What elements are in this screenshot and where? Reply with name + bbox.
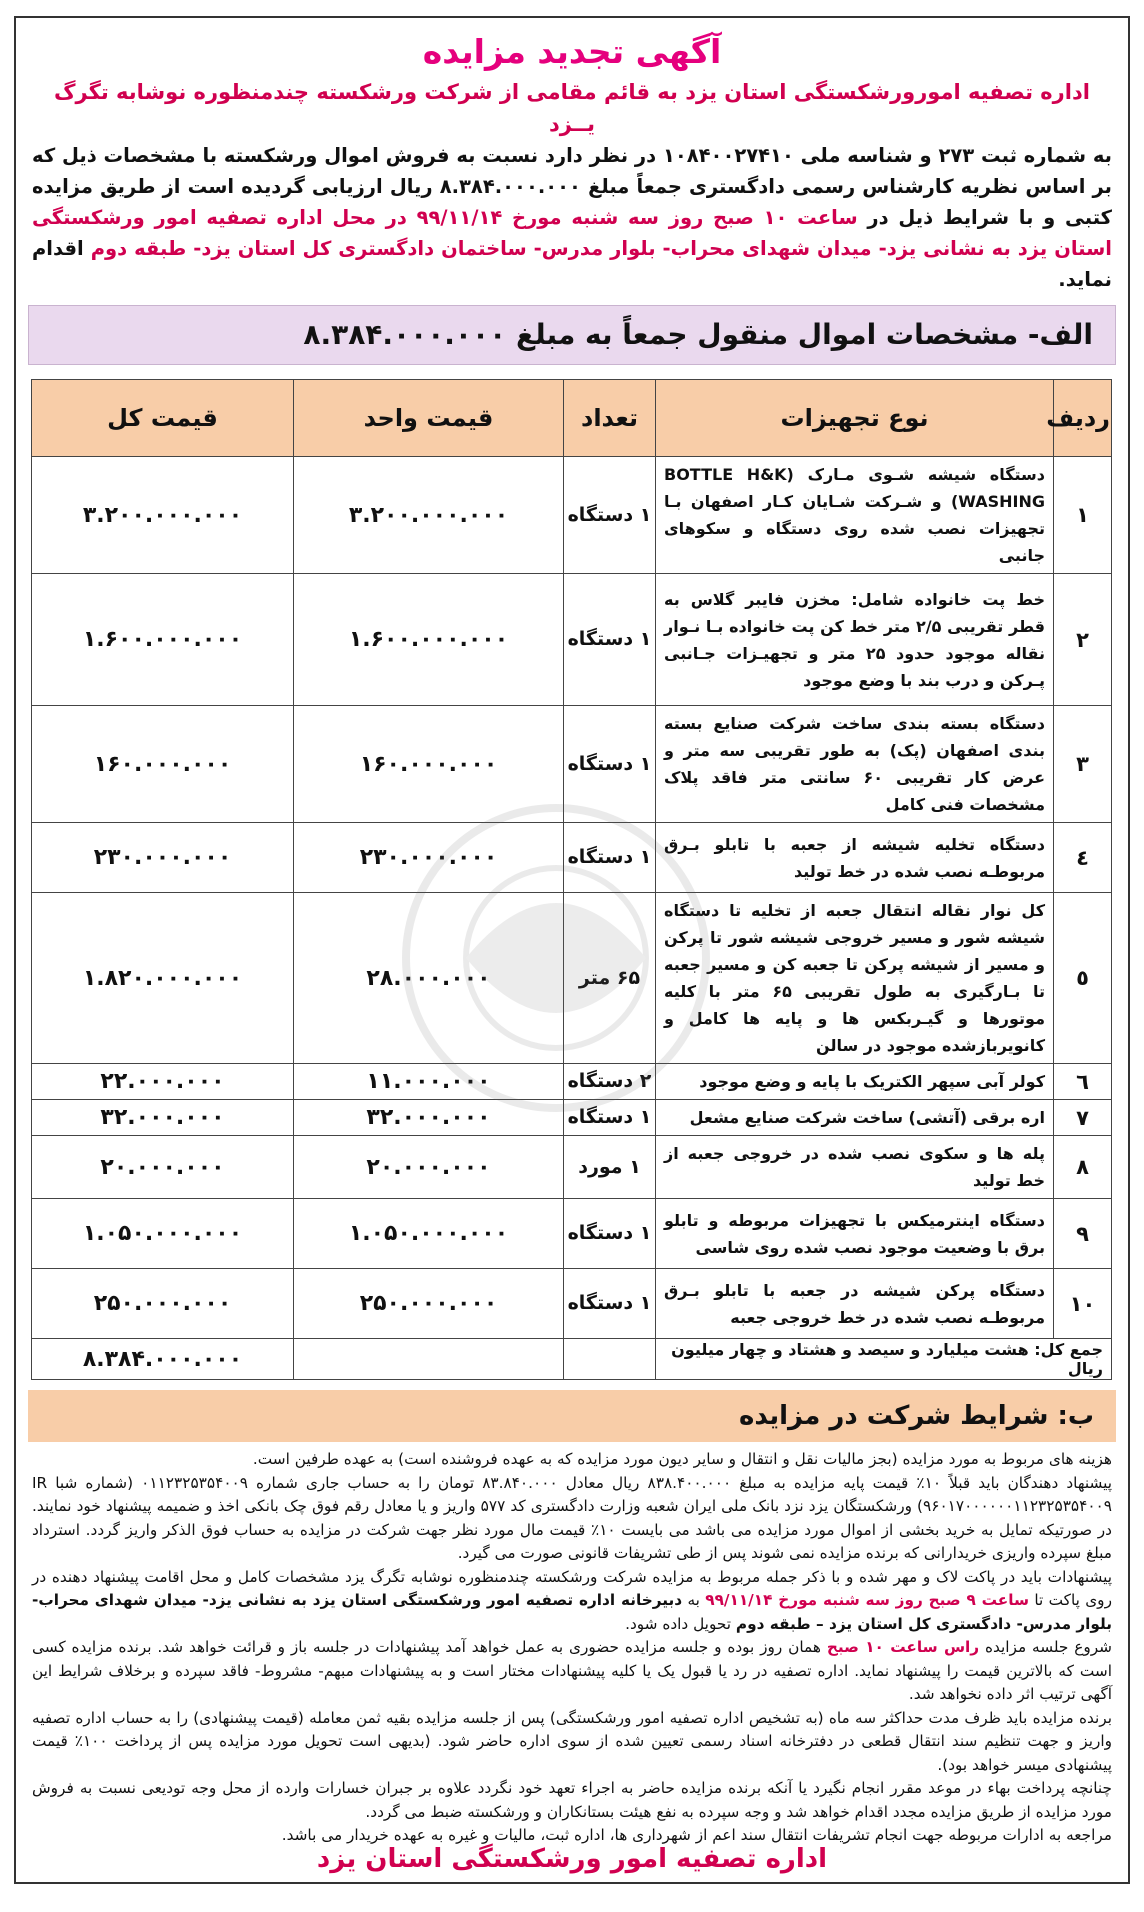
row-quantity: ۱ دستگاه bbox=[564, 574, 656, 706]
total-value: ۸.۳۸۴.۰۰۰.۰۰۰ bbox=[32, 1339, 294, 1380]
term-costs: هزینه های مربوط به مورد مزایده (بجز مالیات نقل و انتقال و سایر دیون مورد مزایده که به عهده فروشنده است) به عهده طرفین است. bbox=[252, 1450, 1112, 1468]
term-submission bbox=[32, 1566, 1112, 1637]
row-unit-price: ۱.۶۰۰.۰۰۰.۰۰۰ bbox=[294, 574, 564, 706]
issuer-signature: اداره تصفیه امور ورشکستگی استان یزد bbox=[316, 1844, 828, 1874]
header-total-price: قیمت کل bbox=[32, 380, 294, 457]
row-unit-price: ۲۸.۰۰۰.۰۰۰ bbox=[294, 893, 564, 1064]
row-description: کولر آبی سپهر الکتریک با پایه و وضع موجود bbox=[656, 1064, 1054, 1100]
row-total-price: ۲۳۰.۰۰۰.۰۰۰ bbox=[32, 823, 294, 893]
row-quantity: ۱ دستگاه bbox=[564, 706, 656, 823]
row-quantity: ۱ دستگاه bbox=[564, 1100, 656, 1136]
row-quantity: ۱ دستگاه bbox=[564, 457, 656, 574]
row-unit-price: ۱۱.۰۰۰.۰۰۰ bbox=[294, 1064, 564, 1100]
intro-highlight: ساعت ۱۰ صبح روز سه شنبه مورخ ۹۹/۱۱/۱۴ در محل اداره تصفیه امور ورشکستگی استان یزد به نشانی یزد- میدان شهدای محراب- بلوار مدرس- ساختمان دادگستری کل استان یزد- طبقه دوم bbox=[32, 206, 1112, 260]
auction-terms bbox=[32, 1448, 1112, 1848]
notice-subtitle: اداره تصفیه امورورشکستگی استان یزد به قائم مقامی از شرکت ورشکسته چندمنظوره نوشابه تگرگ یــزد bbox=[54, 80, 1090, 136]
term-payment: برنده مزایده باید ظرف مدت حداکثر سه ماه (به تشخیص اداره تصفیه امور ورشکستگی) پس از جلسه مزایده بقیه ثمن معامله (قیمت پیشنهادی) را به حساب اداره تصفیه واریز و جهت تنظیم سند انتقال قطعی در دفترخانه اسناد رسمی تعیین شده از سوی اداره حاضر شود. (بدیهی است تحویل مورد مزایده پس از پرداخت ۱۰۰٪ قیمت پیشنهادی میسر خواهد بود). bbox=[32, 1708, 1112, 1774]
row-unit-price: ۳.۲۰۰.۰۰۰.۰۰۰ bbox=[294, 457, 564, 574]
row-quantity: ۱ دستگاه bbox=[564, 1269, 656, 1339]
section-a-title: الف- مشخصات اموال منقول جمعاً به مبلغ ۸.۳۸۴.۰۰۰.۰۰۰ bbox=[28, 305, 1116, 365]
row-total-price: ۱.۸۲۰.۰۰۰.۰۰۰ bbox=[32, 893, 294, 1064]
submission-end: تحویل داده شود. bbox=[625, 1614, 731, 1633]
table-row bbox=[32, 706, 1112, 823]
row-quantity: ۲ دستگاه bbox=[564, 1064, 656, 1100]
row-number: ٤ bbox=[1054, 823, 1112, 893]
submission-text: پیشنهادات باید در پاکت لاک و مهر شده و با ذکر جمله مربوط به مزایده شرکت ورشکسته چندمنظوره نوشابه تگرگ یزد مشخصات کامل و محل اقامت پیشنهاد دهنده در روی پاکت تا bbox=[32, 1567, 1112, 1609]
row-number: ٥ bbox=[1054, 893, 1112, 1064]
row-description: پله ها و سکوی نصب شده در خروجی جعبه از خط تولید bbox=[656, 1136, 1054, 1199]
row-quantity: ۶۵ متر bbox=[564, 893, 656, 1064]
term-deposit: پیشنهاد دهندگان باید قبلاً ۱۰٪ قیمت پایه مزایده به مبلغ ۸۳۸.۴۰۰.۰۰۰ ریال معادل ۸۳.۸۴۰.۰۰۰ تومان را به حساب جاری شماره ۰۱۱۲۳۲۵۳۵۴۰۰۹ (شماره شبا IR ۹۶۰۱۷۰۰۰۰۰۰۱۱۲۳۲۵۳۵۴۰۰۹) ورشکستگان یزد نزد بانک ملی ایران شعبه وزارت دادگستری کد ۵۷۷ واریز و یا معادل رقم فوق چک بانکی اخذ و ضمیمه پیشنهاد خود نمایند. در صورتیکه تمایل به خرید بخشی از اموال مورد مزایده می باشد می بایست ۱۰٪ قیمت مال مورد نظر جهت شرکت در مزایده به حساب فوق الذکر واریز گردد. استرداد مبلغ سپرده واریزی خریدارانی که برنده مزایده نمی شوند پس از طی تشریفات قانونی صورت می گیرد. bbox=[32, 1473, 1113, 1562]
total-empty-cell bbox=[294, 1339, 564, 1380]
row-description: دستگاه پرکن شیشه در جعبه با تابلو بـرق مربوطـه نصب شده در خط خروجی جعبه bbox=[656, 1269, 1054, 1339]
term-default: چنانچه پرداخت بهاء در موعد مقرر انجام نگیرد یا آنکه برنده مزایده حاضر به اجراء تعهد خود نگردد علاوه بر جبران خسارات وارده از محل وجه تودیعی نسبت به فروش مورد مزایده از طریق مزایده مجدد اقدام خواهد شد و وجه سپرده به نفع هیئت بستانکاران و ورشکسته ضبط می گردد. bbox=[32, 1779, 1112, 1821]
row-description: دستگاه بسته بندی ساخت شرکت صنایع بسته بندی اصفهان (پک) به طور تقریبی سه متر و عرض کار تقریبی ۶۰ سانتی متر فاقد پلاک مشخصات فنی کامل bbox=[656, 706, 1054, 823]
row-number: ۳ bbox=[1054, 706, 1112, 823]
row-unit-price: ۱۶۰.۰۰۰.۰۰۰ bbox=[294, 706, 564, 823]
row-total-price: ۱۶۰.۰۰۰.۰۰۰ bbox=[32, 706, 294, 823]
table-row bbox=[32, 823, 1112, 893]
row-number: ۱۰ bbox=[1054, 1269, 1112, 1339]
row-total-price: ۳.۲۰۰.۰۰۰.۰۰۰ bbox=[32, 457, 294, 574]
row-number: ۱ bbox=[1054, 457, 1112, 574]
row-total-price: ۲۲.۰۰۰.۰۰۰ bbox=[32, 1064, 294, 1100]
intro-end: اقدام نماید. bbox=[32, 237, 1112, 291]
row-unit-price: ۱.۰۵۰.۰۰۰.۰۰۰ bbox=[294, 1199, 564, 1269]
table-row bbox=[32, 457, 1112, 574]
session-details: همان روز بوده و جلسه مزایده حضوری به عمل خواهد آمد پیشنهادات در جلسه باز و قرائت خواهد شد. برنده مزایده کسی است که بالاترین قیمت را پیشنهاد نماید. اداره تصفیه در رد یا قبول یک یا کلیه پیشنهادات مختار است و به پیشنهادات مبهم- مشروط- فاقد سپرده و برخلاف شرایط این آگهی ترتیب اثر داده نخواهد شد. bbox=[32, 1638, 1112, 1703]
auction-notice bbox=[14, 16, 1130, 1884]
header-row-number: ردیف bbox=[1054, 380, 1112, 457]
row-description: دستگاه اینترمیکس با تجهیزات مربوطه و تابلو برق با وضعیت موجود نصب شده روی شاسی bbox=[656, 1199, 1054, 1269]
row-number: ۷ bbox=[1054, 1100, 1112, 1136]
header-unit-price: قیمت واحد bbox=[294, 380, 564, 457]
table-row bbox=[32, 893, 1112, 1064]
session-time: راس ساعت ۱۰ صبح bbox=[826, 1638, 980, 1656]
row-description: خط پت خانواده شامل: مخزن فایبر گلاس به قطر تقریبی ۲/۵ متر خط کن پت خانواده بـا نـوار نقاله موجود حدود ۲۵ متر و تجهیـزات جـانبی پـرکن و درب بند با وضع موجود bbox=[656, 574, 1054, 706]
intro-text: به شماره ثبت ۲۷۳ و شناسه ملی ۱۰۸۴۰۰۲۷۴۱۰ در نظر دارد نسبت به فروش اموال ورشکسته با مشخصات ذیل که بر اساس نظریه کارشناس رسمی دادگستری جمعاً مبلغ ۸.۳۸۴.۰۰۰.۰۰۰ ریال ارزیابی گردیده است از طریق مزایده کتبی و با شرایط ذیل در bbox=[32, 144, 1113, 229]
notice-intro bbox=[32, 140, 1112, 295]
row-quantity: ۱ دستگاه bbox=[564, 1199, 656, 1269]
row-total-price: ۱.۰۵۰.۰۰۰.۰۰۰ bbox=[32, 1199, 294, 1269]
total-empty-cell bbox=[564, 1339, 656, 1380]
row-total-price: ۲۵۰.۰۰۰.۰۰۰ bbox=[32, 1269, 294, 1339]
table-header-row bbox=[32, 380, 1112, 457]
row-unit-price: ۳۲.۰۰۰.۰۰۰ bbox=[294, 1100, 564, 1136]
row-unit-price: ۲۵۰.۰۰۰.۰۰۰ bbox=[294, 1269, 564, 1339]
row-unit-price: ۲۳۰.۰۰۰.۰۰۰ bbox=[294, 823, 564, 893]
row-description: کل نوار نقاله انتقال جعبه از تخلیه تا دستگاه شیشه شور و مسیر خروجی شیشه شور تا پرکن و مسیر از شیشه پرکن تا جعبه کن و مسیر جعبه تا بـارگیری به طول تقریبی ۶۵ متر با کلیه موتورها و گیـربکس ها و پایه ها کامل و کانویربازشده موجود در سالن bbox=[656, 893, 1054, 1064]
table-row bbox=[32, 574, 1112, 706]
submission-to: به bbox=[687, 1591, 700, 1609]
row-unit-price: ۲۰.۰۰۰.۰۰۰ bbox=[294, 1136, 564, 1199]
row-number: ٦ bbox=[1054, 1064, 1112, 1100]
row-quantity: ۱ مورد bbox=[564, 1136, 656, 1199]
submission-address: دبیرخانه اداره تصفیه امور ورشکستگی استان یزد به نشانی یزد- میدان شهدای محراب- بلوار مدرس- دادگستری کل استان یزد – طبقه دوم bbox=[32, 1591, 1112, 1633]
table-row bbox=[32, 1064, 1112, 1100]
term-session bbox=[32, 1636, 1112, 1707]
row-number: ۹ bbox=[1054, 1199, 1112, 1269]
term-transfer: مراجعه به ادارات مربوطه جهت انجام تشریفات انتقال سند اعم از شهرداری ها، اداره ثبت، مالیات و غیره به عهده خریدار می باشد. bbox=[281, 1826, 1112, 1844]
row-total-price: ۳۲.۰۰۰.۰۰۰ bbox=[32, 1100, 294, 1136]
row-description: اره برقی (آتشی) ساخت شرکت صنایع مشعل bbox=[656, 1100, 1054, 1136]
row-number: ۲ bbox=[1054, 574, 1112, 706]
row-description: دستگاه شیشه شـوی مـارک BOTTLE H&K) WASHING) و شـرکت شـایان کـار اصفهان بـا تجهیزات نصب شده روی دستگاه و سکوهای جانبی bbox=[656, 457, 1054, 574]
header-equipment-type: نوع تجهیزات bbox=[656, 380, 1054, 457]
session-text: شروع جلسه مزایده bbox=[984, 1638, 1112, 1656]
assets-table bbox=[31, 379, 1112, 1380]
header-quantity: تعداد bbox=[564, 380, 656, 457]
row-total-price: ۱.۶۰۰.۰۰۰.۰۰۰ bbox=[32, 574, 294, 706]
total-label: جمع کل: هشت میلیارد و سیصد و هشتاد و چهار میلیون ریال bbox=[656, 1339, 1112, 1380]
table-row bbox=[32, 1269, 1112, 1339]
submission-deadline: ساعت ۹ صبح روز سه شنبه مورخ ۹۹/۱۱/۱۴ bbox=[705, 1591, 1030, 1609]
table-total-row bbox=[32, 1339, 1112, 1380]
row-description: دستگاه تخلیه شیشه از جعبه با تابلو بـرق مربوطـه نصب شده در خط تولید bbox=[656, 823, 1054, 893]
row-quantity: ۱ دستگاه bbox=[564, 823, 656, 893]
section-b-title: ب: شرایط شرکت در مزایده bbox=[28, 1390, 1116, 1442]
table-row bbox=[32, 1199, 1112, 1269]
table-row bbox=[32, 1100, 1112, 1136]
row-total-price: ۲۰.۰۰۰.۰۰۰ bbox=[32, 1136, 294, 1199]
row-number: ۸ bbox=[1054, 1136, 1112, 1199]
table-row bbox=[32, 1136, 1112, 1199]
notice-title: آگهی تجدید مزایده bbox=[422, 32, 722, 71]
